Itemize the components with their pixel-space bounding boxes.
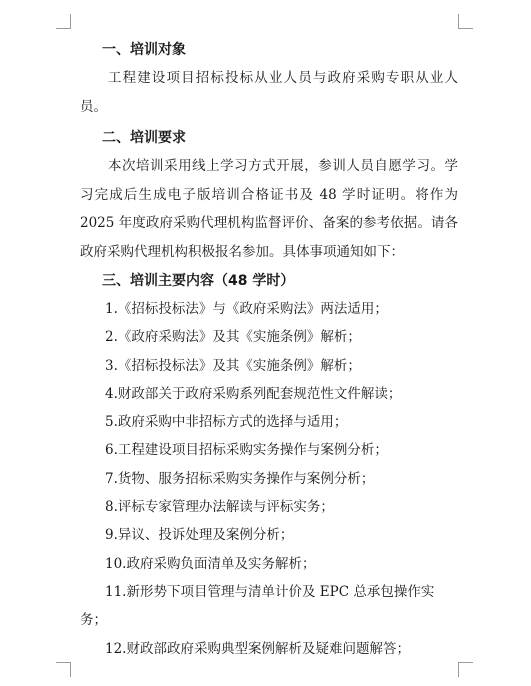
crop-mark-bottom-left xyxy=(56,662,71,677)
crop-mark-top-left xyxy=(56,14,71,29)
crop-mark-bottom-right xyxy=(458,662,473,677)
section-heading-training-requirements: 二、培训要求 xyxy=(102,130,186,146)
list-item: 10.政府采购负面清单及实务解析； xyxy=(105,555,316,572)
list-item: 5.政府采购中非招标方式的选择与适用； xyxy=(105,414,348,431)
section-paragraph-training-requirements: 本次培训采用线上学习方式开展，参训人员自愿学习。学习完成后生成电子版培训合格证书及 48 学时证明。将作为 2025 年度政府采购代理机构监督评价、备案的参考依据。请各政府采购代理机构积极报名参加。具体事项通知如下： xyxy=(80,158,458,260)
list-item: 3.《招标投标法》及其《实施条例》解析； xyxy=(105,357,361,374)
crop-mark-top-right xyxy=(458,14,473,29)
training-content-list xyxy=(80,295,458,663)
list-item: 6.工程建设项目招标采购实务操作与案例分析； xyxy=(105,442,388,459)
list-item: 7.货物、服务招标采购实务操作与案例分析； xyxy=(105,470,375,487)
document-body xyxy=(80,36,458,663)
list-item: 1.《招标投标法》与《政府采购法》两法适用； xyxy=(105,301,388,317)
section-heading-training-target: 一、培训对象 xyxy=(102,42,186,58)
list-item: 12.财政部政府采购典型案例解析及疑难问题解答； xyxy=(105,640,410,657)
list-item: 2.《政府采购法》及其《实施条例》解析； xyxy=(105,329,361,346)
section-heading-training-content: 三、培训主要内容（48 学时） xyxy=(102,273,295,289)
list-item: 11.新形势下项目管理与清单计价及 EPC 总承包操作实务； xyxy=(80,583,435,629)
list-item: 4.财政部关于政府采购系列配套规范性文件解读； xyxy=(105,385,402,402)
section-paragraph-training-target: 工程建设项目招标投标从业人员与政府采购专职从业人员。 xyxy=(80,70,458,115)
list-item: 9.异议、投诉处理及案例分析； xyxy=(105,527,294,544)
list-item: 8.评标专家管理办法解读与评标实务； xyxy=(105,499,334,516)
